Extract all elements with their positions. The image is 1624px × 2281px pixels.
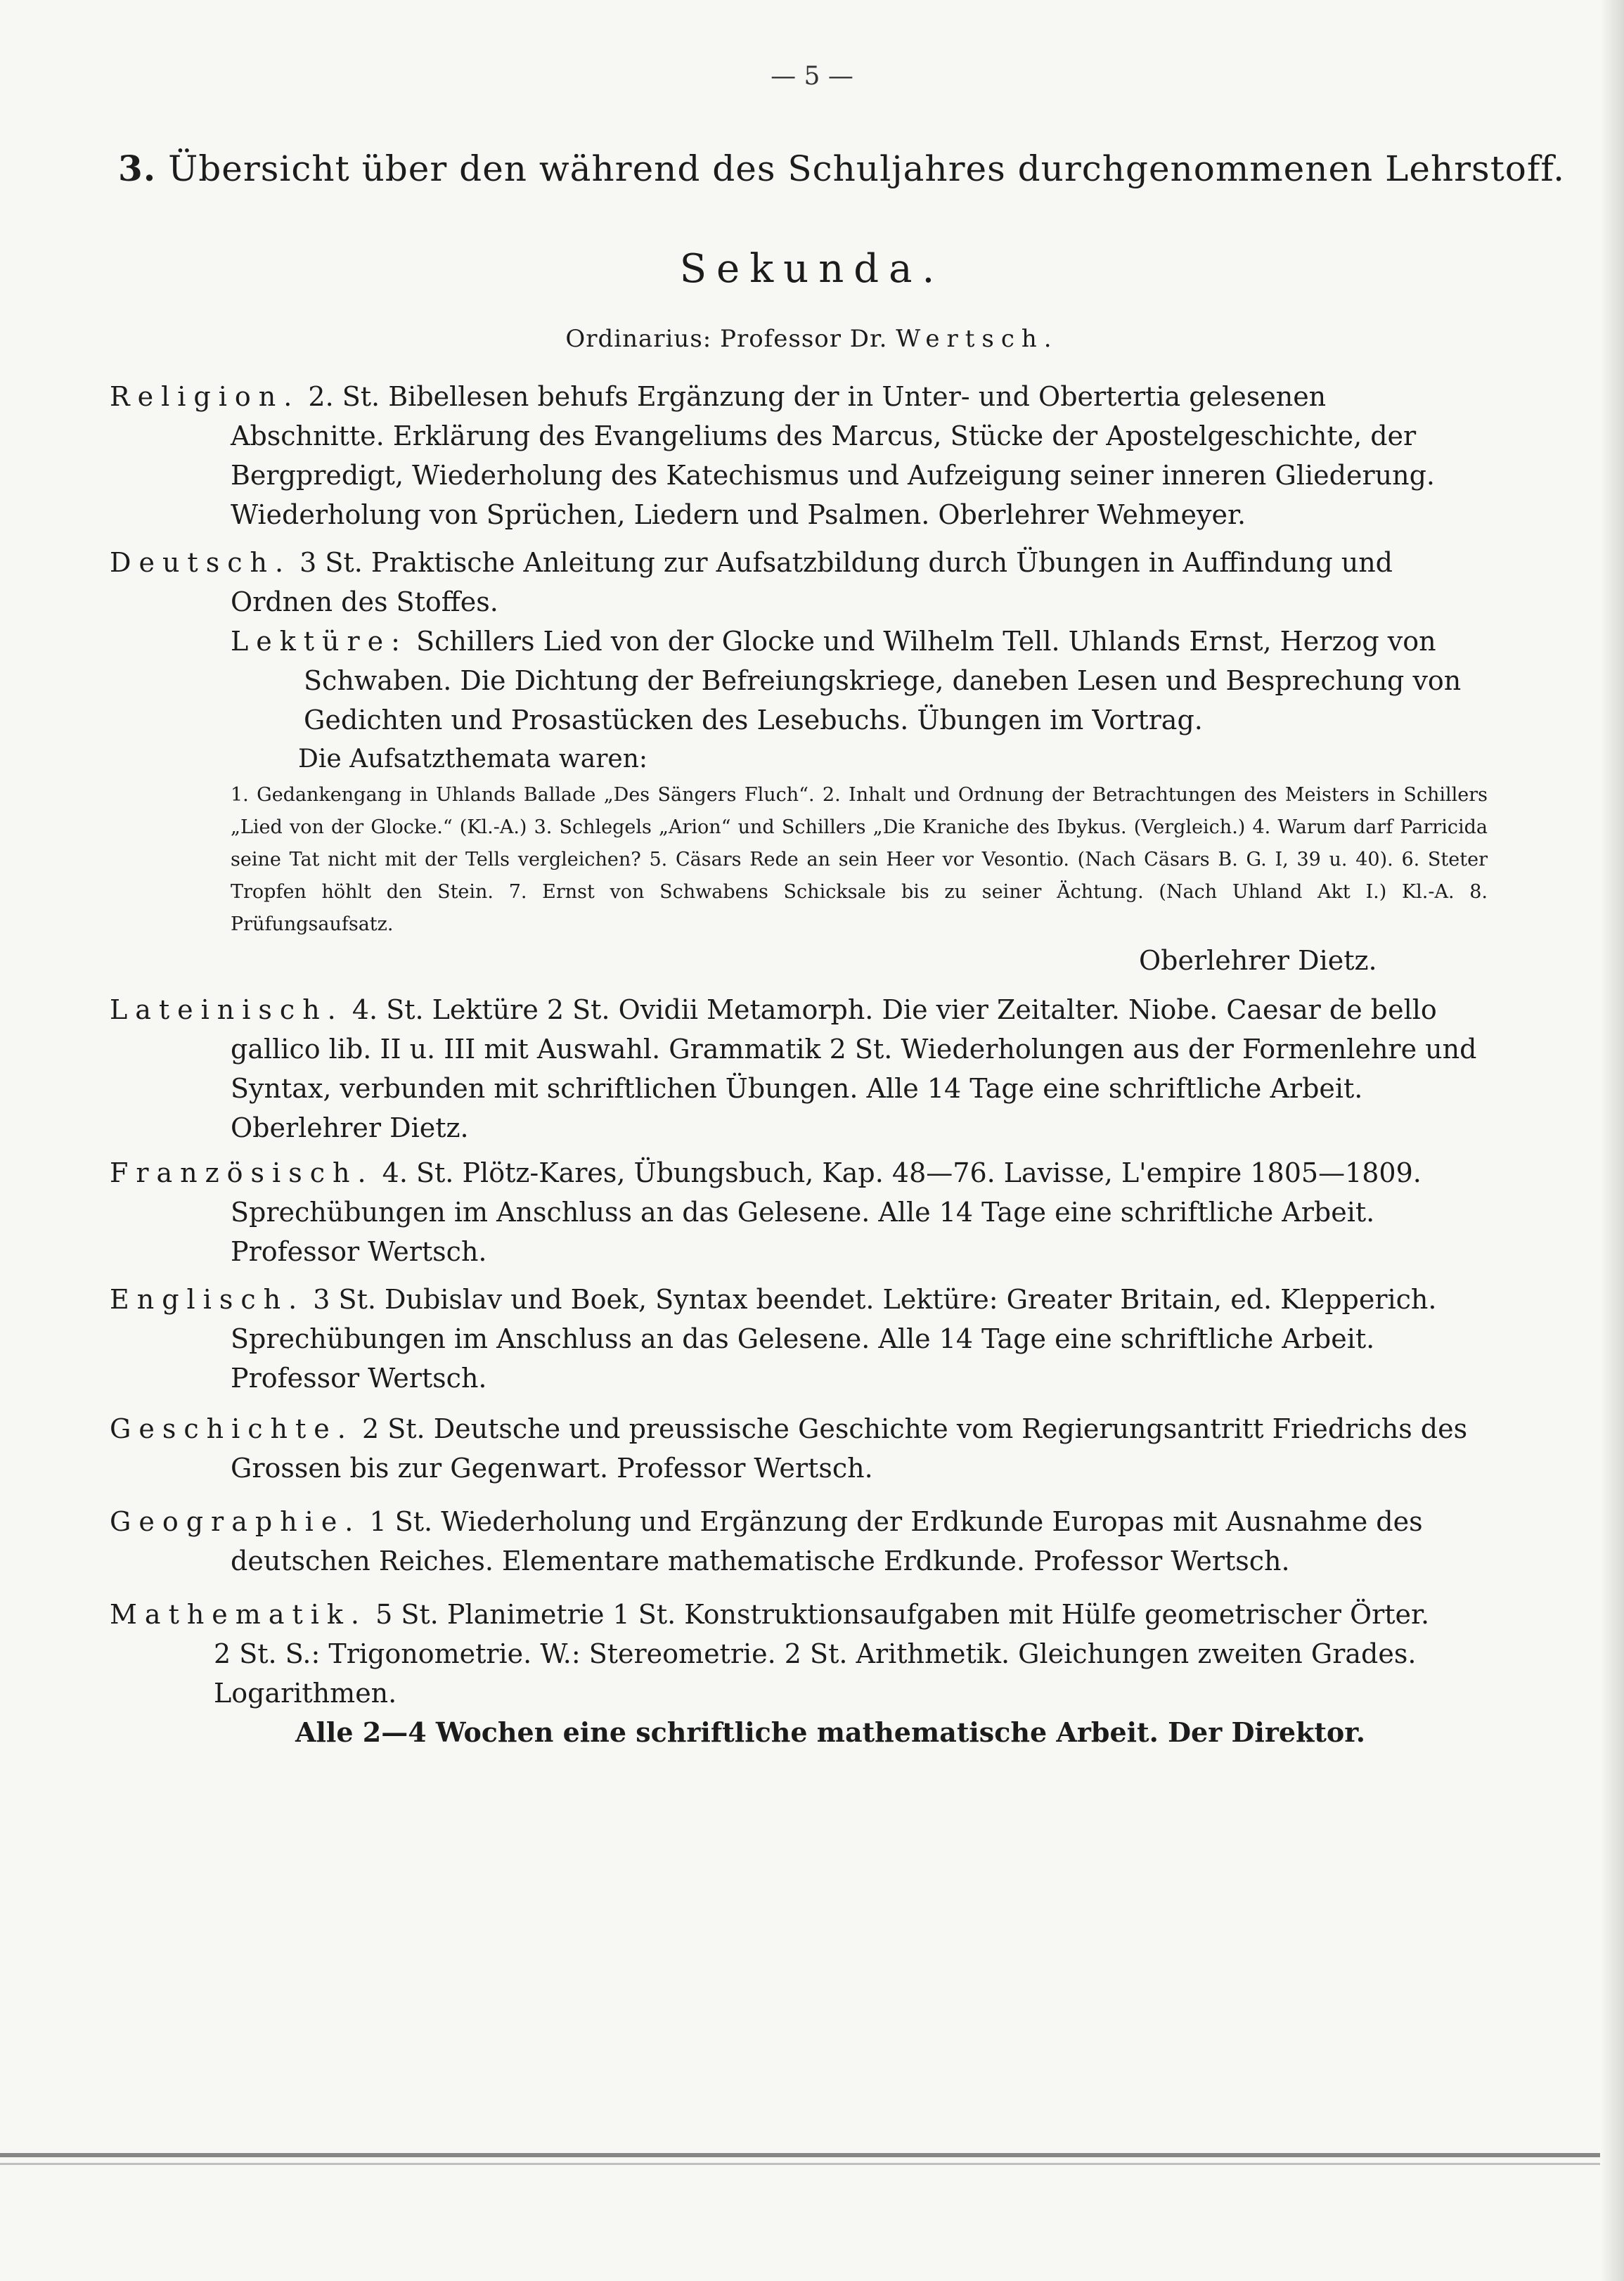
deutsch-teacher: Oberlehrer Dietz. bbox=[1139, 945, 1377, 976]
lektuere-label: Lektüre: bbox=[231, 626, 408, 657]
subject-text: Wiederholung und Ergänzung der Erdkunde Europas mit Ausnahme des deutschen Reiches. Elementare mathematische Erdkunde. Professor Wertsch. bbox=[231, 1506, 1423, 1576]
subject-hours: 4. St. bbox=[352, 994, 424, 1025]
geschichte-paragraph bbox=[110, 1409, 1488, 1488]
topics-list: 1. Gedankengang in Uhlands Ballade „Des Sängers Fluch“. 2. Inhalt und Ordnung der Betrachtungen des Meisters in Schillers „Lied von der Glocke.“ (Kl.-A.) 3. Schlegels „Arion“ und Schillers „Die Kraniche des Ibykus. (Vergleich.) 4. Warum darf Parricida seine Tat nicht mit der Tells vergleichen? 5. Cäsars Rede an sein Heer vor Vesontio. (Nach Cäsars B. G. I, 39 u. 40). 6. Steter Tropfen höhlt den Stein. 7. Ernst von Schwabens Schicksale bis zu seiner Ächtung. (Nach Uhland Akt I.) Kl.-A. 8. Prüfungsaufsatz. bbox=[231, 784, 1488, 935]
subject-name: Mathematik. bbox=[110, 1599, 368, 1630]
subject-hours: 2 St. bbox=[361, 1413, 425, 1444]
subject-hours: 4. St. bbox=[382, 1157, 454, 1188]
ordinarius-name: Wertsch. bbox=[896, 325, 1059, 353]
subject-hours: 2. St. bbox=[308, 381, 380, 412]
scan-artifact-line bbox=[0, 2163, 1610, 2165]
subject-text: Planimetrie 1 St. Konstruktionsaufgaben mit Hülfe geometrischer Örter. bbox=[446, 1599, 1430, 1630]
latein-paragraph bbox=[110, 990, 1488, 1148]
subject-text: Deutsche und preussische Geschichte vom Regierungsantritt Friedrichs des Grossen bis zur Gegenwart. Professor Wertsch. bbox=[231, 1413, 1468, 1484]
subject-deutsch bbox=[110, 543, 1488, 980]
mathematik-line-1 bbox=[110, 1595, 1488, 1634]
page-number: — 5 — bbox=[771, 62, 853, 91]
geographie-paragraph bbox=[110, 1502, 1488, 1581]
class-title: Sekunda. bbox=[679, 246, 945, 292]
topics-label: Die Aufsatzthemata waren: bbox=[298, 745, 648, 773]
heading-text: Übersicht über den während des Schuljahres durchgenommenen Lehrstoff. bbox=[168, 148, 1566, 189]
subject-name: Englisch. bbox=[110, 1284, 305, 1315]
ordinarius-line bbox=[0, 325, 1624, 353]
subject-hours: 5 St. bbox=[375, 1599, 439, 1630]
subject-franzoesisch bbox=[110, 1153, 1488, 1271]
lektuere-text: Schillers Lied von der Glocke und Wilhelm Tell. Uhlands Ernst, Herzog von Schwaben. Die Dichtung der Befreiungskriege, daneben Lesen und Besprechung von Gedichten und Prosastücken des Lesebuchs. Übungen im Vortrag. bbox=[304, 626, 1462, 735]
page-edge-shadow bbox=[1600, 0, 1624, 2281]
subject-englisch bbox=[110, 1280, 1488, 1398]
subject-hours: 3 St. bbox=[313, 1284, 376, 1315]
religion-paragraph bbox=[110, 377, 1488, 534]
subject-name: Religion. bbox=[110, 381, 300, 412]
subject-name: Lateinisch. bbox=[110, 994, 344, 1025]
subject-geschichte bbox=[110, 1409, 1488, 1488]
subject-hours: 1 St. bbox=[369, 1506, 433, 1537]
page-heading bbox=[118, 148, 1565, 189]
subject-geographie bbox=[110, 1502, 1488, 1581]
deutsch-lektuere bbox=[110, 622, 1488, 740]
subject-religion bbox=[110, 377, 1488, 534]
subject-text: Plötz-Kares, Übungsbuch, Kap. 48—76. Lavisse, L'empire 1805—1809. Sprechübungen im Anschluss an das Gelesene. Alle 14 Tage eine schriftliche Arbeit. Professor Wertsch. bbox=[231, 1157, 1422, 1267]
subject-name: Deutsch. bbox=[110, 547, 292, 578]
heading-number: 3. bbox=[118, 148, 157, 189]
mathematik-line-3: Alle 2—4 Wochen eine schriftliche mathematische Arbeit. Der Direktor. bbox=[295, 1716, 1366, 1748]
subject-hours: 3 St. bbox=[299, 547, 363, 578]
subject-name: Geschichte. bbox=[110, 1413, 354, 1444]
franzoesisch-paragraph bbox=[110, 1153, 1488, 1271]
subject-text: Bibellesen behufs Ergänzung der in Unter- und Obertertia gelesenen Abschnitte. Erklärung des Evangeliums des Marcus, Stücke der Apostelgeschichte, der Bergpredigt, Wiederholung des Katechismus und Aufzeigung seiner inneren Gliederung. Wiederholung von Sprüchen, Liedern und Psalmen. Oberlehrer Wehmeyer. bbox=[231, 381, 1435, 530]
subject-text: Dubislav und Boek, Syntax beendet. Lektüre: Greater Britain, ed. Klepperich. Sprechübungen im Anschluss an das Gelesene. Alle 14 Tage eine schriftliche Arbeit. Professor Wertsch. bbox=[231, 1284, 1437, 1394]
scan-artifact-line bbox=[0, 2153, 1610, 2157]
ordinarius-label: Ordinarius: bbox=[565, 325, 712, 353]
subject-text: Praktische Anleitung zur Aufsatzbildung durch Übungen in Auffindung und Ordnen des Stoffes. bbox=[231, 547, 1393, 617]
subject-name: Geographie. bbox=[110, 1506, 361, 1537]
subject-text: Lektüre 2 St. Ovidii Metamorph. Die vier Zeitalter. Niobe. Caesar de bello gallico lib. II u. III mit Auswahl. Grammatik 2 St. Wiederholungen aus der Formenlehre und Syntax, verbunden mit schriftlichen Übungen. Alle 14 Tage eine schriftliche Arbeit. Oberlehrer Dietz. bbox=[231, 994, 1477, 1143]
subject-mathematik bbox=[110, 1595, 1488, 1752]
englisch-paragraph bbox=[110, 1280, 1488, 1398]
subject-name: Französisch. bbox=[110, 1157, 374, 1188]
mathematik-line-2: 2 St. S.: Trigonometrie. W.: Stereometrie. 2 St. Arithmetik. Gleichungen zweiten Grades. Logarithmen. bbox=[214, 1638, 1417, 1709]
ordinarius-title: Professor Dr. bbox=[720, 325, 888, 353]
deutsch-paragraph bbox=[110, 543, 1488, 622]
subject-latein bbox=[110, 990, 1488, 1148]
